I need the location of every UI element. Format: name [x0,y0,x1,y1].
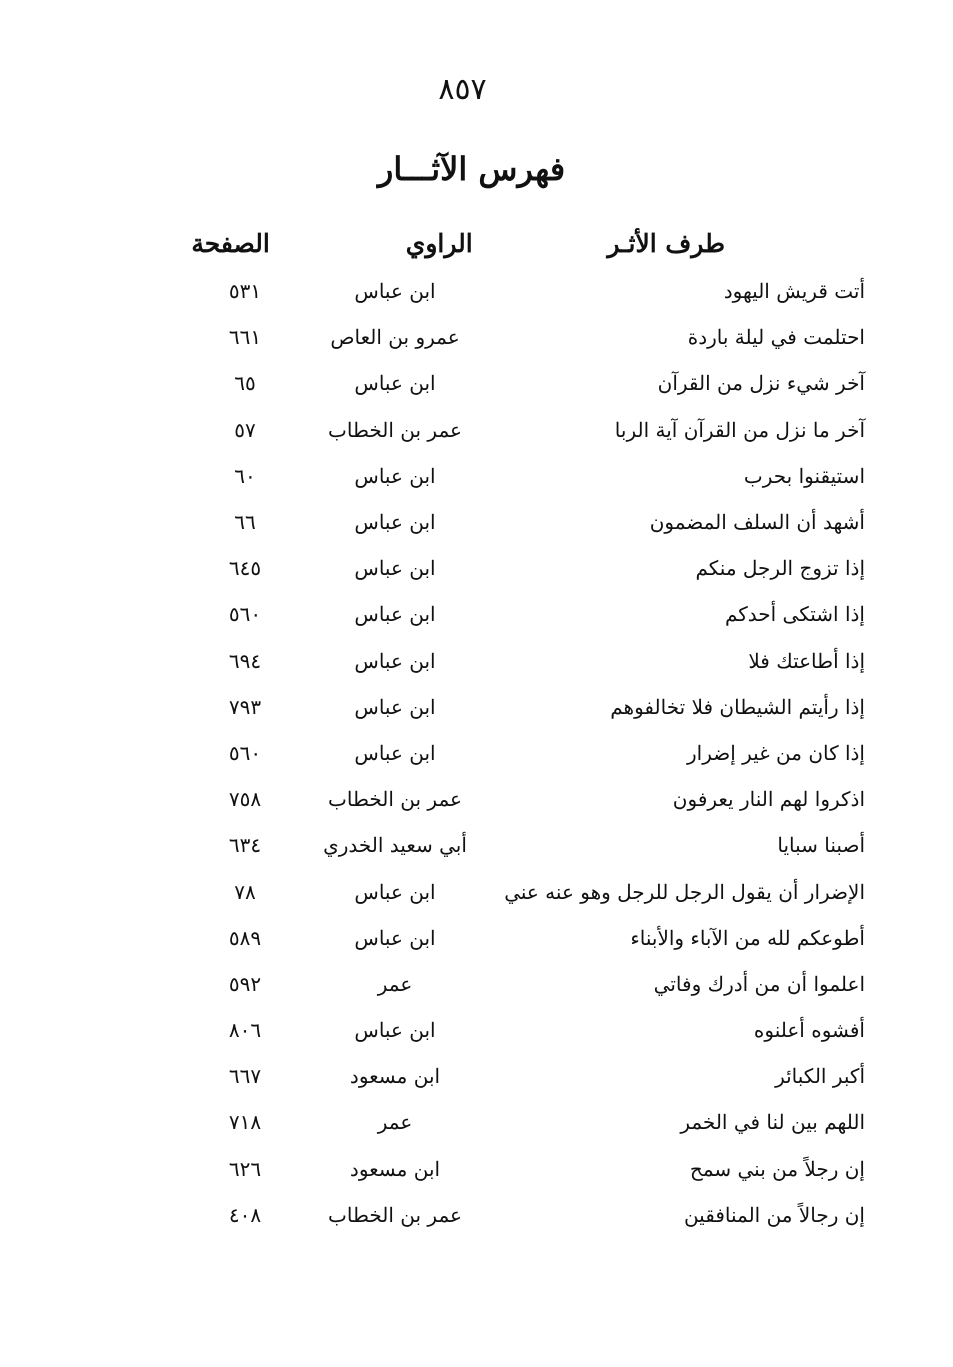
rawi-name: ابن مسعود [349,1064,441,1089]
table-row [150,591,865,637]
athar-index-table [150,218,865,1238]
table-row [150,268,865,314]
table-row [150,1053,865,1099]
page-ref: ٥٧ [234,417,256,442]
table-row [150,1007,865,1053]
athar-text: أشهد أن السلف المضمون [649,510,865,535]
table-row [150,1192,865,1238]
rawi-name: ابن عباس [354,648,436,673]
page-ref: ٧٨ [234,879,256,904]
page-ref: ٤٠٨ [228,1202,262,1227]
athar-text: أكبر الكبائر [775,1064,865,1089]
table-row [150,961,865,1007]
athar-text: إذا كان من غير إضرار [686,740,865,765]
table-row [150,499,865,545]
athar-text: اذكروا لهم النار يعرفون [672,787,865,812]
table-row [150,545,865,591]
rawi-name: أبي سعيد الخدري [323,833,467,858]
rawi-name: ابن عباس [354,694,436,719]
rawi-name: عمرو بن العاص [330,325,460,350]
table-row [150,407,865,453]
page-title: فهرس الآثـــار [377,150,566,188]
page-ref: ٦٣٤ [228,833,262,858]
page-ref: ٥٨٩ [228,925,262,950]
athar-text: أفشوه أعلنوه [753,1018,865,1043]
header-page: الصفحة [191,228,270,258]
rawi-name: عمر بن الخطاب [328,417,462,442]
rawi-name: ابن عباس [354,602,436,627]
table-row [150,360,865,406]
rawi-name: ابن عباس [354,1018,436,1043]
table-row [150,868,865,914]
athar-text: أصبنا سبايا [777,833,865,858]
athar-text: إذا تزوج الرجل منكم [695,556,865,581]
athar-text: احتلمت في ليلة باردة [687,325,865,350]
page-ref: ٧٥٨ [228,787,262,812]
page-ref: ٦٠ [234,463,256,488]
rawi-name: عمر [377,971,413,996]
rawi-name: ابن عباس [354,279,436,304]
athar-text: استيقنوا بحرب [743,463,865,488]
table-row [150,1099,865,1145]
athar-text: أتت قريش اليهود [723,279,865,304]
athar-text: اللهم بين لنا في الخمر [680,1110,865,1135]
page-ref: ٧٩٣ [228,694,262,719]
athar-text: إذا رأيتم الشيطان فلا تخالفوهم [610,694,865,719]
rawi-name: ابن عباس [354,925,436,950]
athar-text: الإضرار أن يقول الرجل للرجل وهو عنه عني [504,879,865,904]
page-ref: ٦٩٤ [228,648,262,673]
page-ref: ٥٦٠ [228,740,262,765]
table-row [150,453,865,499]
athar-text: أطوعكم لله من الآباء والأبناء [630,925,865,950]
page-ref: ٦٦ [234,510,256,535]
rawi-name: ابن عباس [354,740,436,765]
page-ref: ٥٩٢ [228,971,262,996]
table-row [150,1146,865,1192]
table-row [150,638,865,684]
table-row [150,915,865,961]
athar-text: إذا اشتكى أحدكم [724,602,865,627]
athar-text: آخر شيء نزل من القرآن [657,371,865,396]
header-rawi: الراوي [405,228,473,258]
athar-text: آخر ما نزل من القرآن آية الربا [614,417,865,442]
rawi-name: عمر بن الخطاب [328,787,462,812]
page-ref: ٥٦٠ [228,602,262,627]
page-ref: ٥٣١ [228,279,262,304]
athar-text: إن رجلاً من بني سمح [689,1156,865,1181]
page-ref: ٦٤٥ [228,556,262,581]
rawi-name: عمر بن الخطاب [328,1202,462,1227]
rawi-name: ابن عباس [354,463,436,488]
page-number: ٨٥٧ [438,72,487,107]
rawi-name: ابن عباس [354,556,436,581]
table-row [150,684,865,730]
table-row [150,822,865,868]
table-body [150,268,865,1238]
table-header [150,218,865,268]
page-ref: ٦٥ [234,371,256,396]
athar-text: إذا أطاعتك فلا [748,648,865,673]
table-row [150,776,865,822]
rawi-name: ابن عباس [354,879,436,904]
table-row [150,730,865,776]
page-ref: ٦٢٦ [228,1156,262,1181]
page-ref: ٦٦١ [228,325,262,350]
table-row [150,314,865,360]
athar-text: إن رجالاً من المنافقين [683,1202,865,1227]
rawi-name: ابن مسعود [349,1156,441,1181]
page-ref: ٧١٨ [228,1110,262,1135]
page-ref: ٨٠٦ [228,1018,262,1043]
rawi-name: ابن عباس [354,510,436,535]
page-ref: ٦٦٧ [228,1064,262,1089]
rawi-name: ابن عباس [354,371,436,396]
rawi-name: عمر [377,1110,413,1135]
header-athar: طرف الأثـر [607,228,725,258]
athar-text: اعلموا أن من أدرك وفاتي [653,971,865,996]
